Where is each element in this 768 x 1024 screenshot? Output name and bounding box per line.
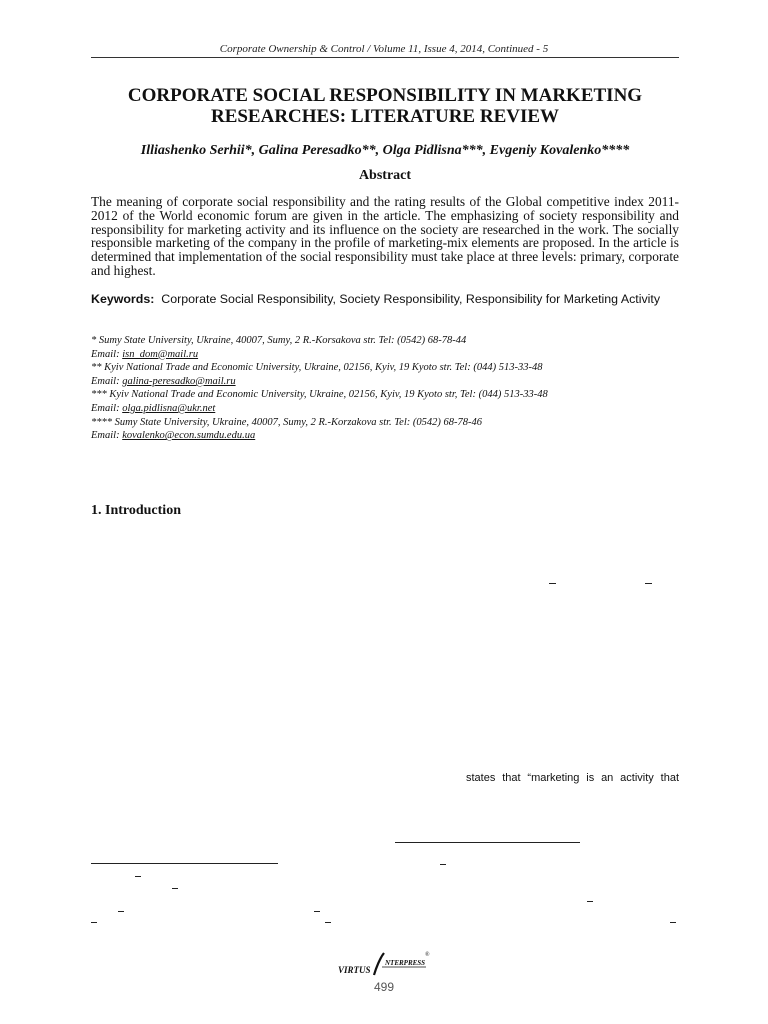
- stray-dash: [314, 911, 320, 912]
- affiliations: [91, 334, 679, 443]
- registered-mark: ®: [425, 952, 430, 958]
- affiliation-email-line: [91, 348, 679, 362]
- logo-text-right: NTERPRESS: [385, 959, 426, 967]
- keywords-label: Keywords: [91, 292, 151, 306]
- stray-dash: [549, 583, 556, 584]
- email-label: Email:: [91, 402, 123, 414]
- logo-stroke-icon: [374, 953, 384, 975]
- section-heading: 1. Introduction: [91, 503, 181, 518]
- header-rule: [91, 57, 679, 58]
- stray-dash: [172, 888, 178, 889]
- email-label: Email:: [91, 348, 123, 360]
- email-label: Email:: [91, 375, 123, 387]
- email-link[interactable]: galina-peresadko@mail.ru: [122, 375, 236, 387]
- email-link[interactable]: olga.pidlisna@ukr.net: [122, 402, 216, 414]
- stray-dash: [325, 922, 331, 923]
- paper-title: CORPORATE SOCIAL RESPONSIBILITY IN MARKETING RESEARCHES: LITERATURE REVIEW: [127, 85, 643, 127]
- page-number: 499: [373, 980, 395, 994]
- email-link[interactable]: kovalenko@econ.sumdu.edu.ua: [122, 430, 256, 442]
- abstract-heading: Abstract: [358, 168, 412, 183]
- affiliation-address: ** Kyiv National Trade and Economic University, Ukraine, 02156, Kyiv, 19 Kyoto str. Tel: (044) 513-33-48: [91, 362, 543, 374]
- affiliation-address: *** Kyiv National Trade and Economic University, Ukraine, 02156, Kyiv, 19 Kyoto str, Tel: (044) 513-33-48: [91, 389, 548, 401]
- authors: Illiashenko Serhii*, Galina Peresadko**, Olga Pidlisna***, Evgeniy Kovalenko****: [140, 143, 630, 158]
- email-label: Email:: [91, 430, 123, 442]
- keywords: Keywords: Corporate Social Responsibility, Society Responsibility, Responsibility for Marketing Activity: [91, 292, 661, 306]
- running-head: Corporate Ownership & Control / Volume 11, Issue 4, 2014, Continued - 5: [219, 43, 549, 55]
- stray-dash: [587, 901, 593, 902]
- logo-text-left: VIRTUS: [338, 965, 371, 975]
- stray-dash: [91, 922, 97, 923]
- stray-dash: [645, 583, 652, 584]
- email-link[interactable]: isn_dom@mail.ru: [122, 348, 199, 360]
- footnote-rule: [91, 863, 278, 864]
- keywords-text: Corporate Social Responsibility, Society Responsibility, Responsibility for Marketing Activity: [161, 292, 661, 306]
- stray-dash: [440, 864, 446, 865]
- affiliation-email-line: [91, 429, 679, 443]
- stray-dash: [118, 911, 124, 912]
- body-text-fragment: states that “marketing is an activity that: [466, 772, 679, 784]
- abstract-body: The meaning of corporate social responsibility and the rating results of the Global competitive index 2011- 2012 of the World economic forum are given in the article. The emphasizing of society responsibility and responsibility for marketing activity and its influence on the society are researched in the work. The socially responsible marketing of the company in the profile of marketing-mix elements are proposed. In the article is determined that implementation of the social responsibility must take place at three levels: primary, corporate and highest.: [91, 194, 679, 278]
- affiliation-address: * Sumy State University, Ukraine, 40007, Sumy, 2 R.-Korsakova str. Tel: (0542) 68-78-44: [91, 335, 467, 346]
- stray-dash: [135, 876, 141, 877]
- affiliation-address: **** Sumy State University, Ukraine, 40007, Sumy, 2 R.-Korzakova str. Tel: (0542) 68-78-46: [91, 416, 482, 428]
- publisher-logo: [338, 950, 434, 978]
- text-rule: [395, 842, 580, 843]
- stray-dash: [670, 922, 676, 923]
- affiliation-email-line: [91, 375, 679, 389]
- affiliation-email-line: [91, 402, 679, 416]
